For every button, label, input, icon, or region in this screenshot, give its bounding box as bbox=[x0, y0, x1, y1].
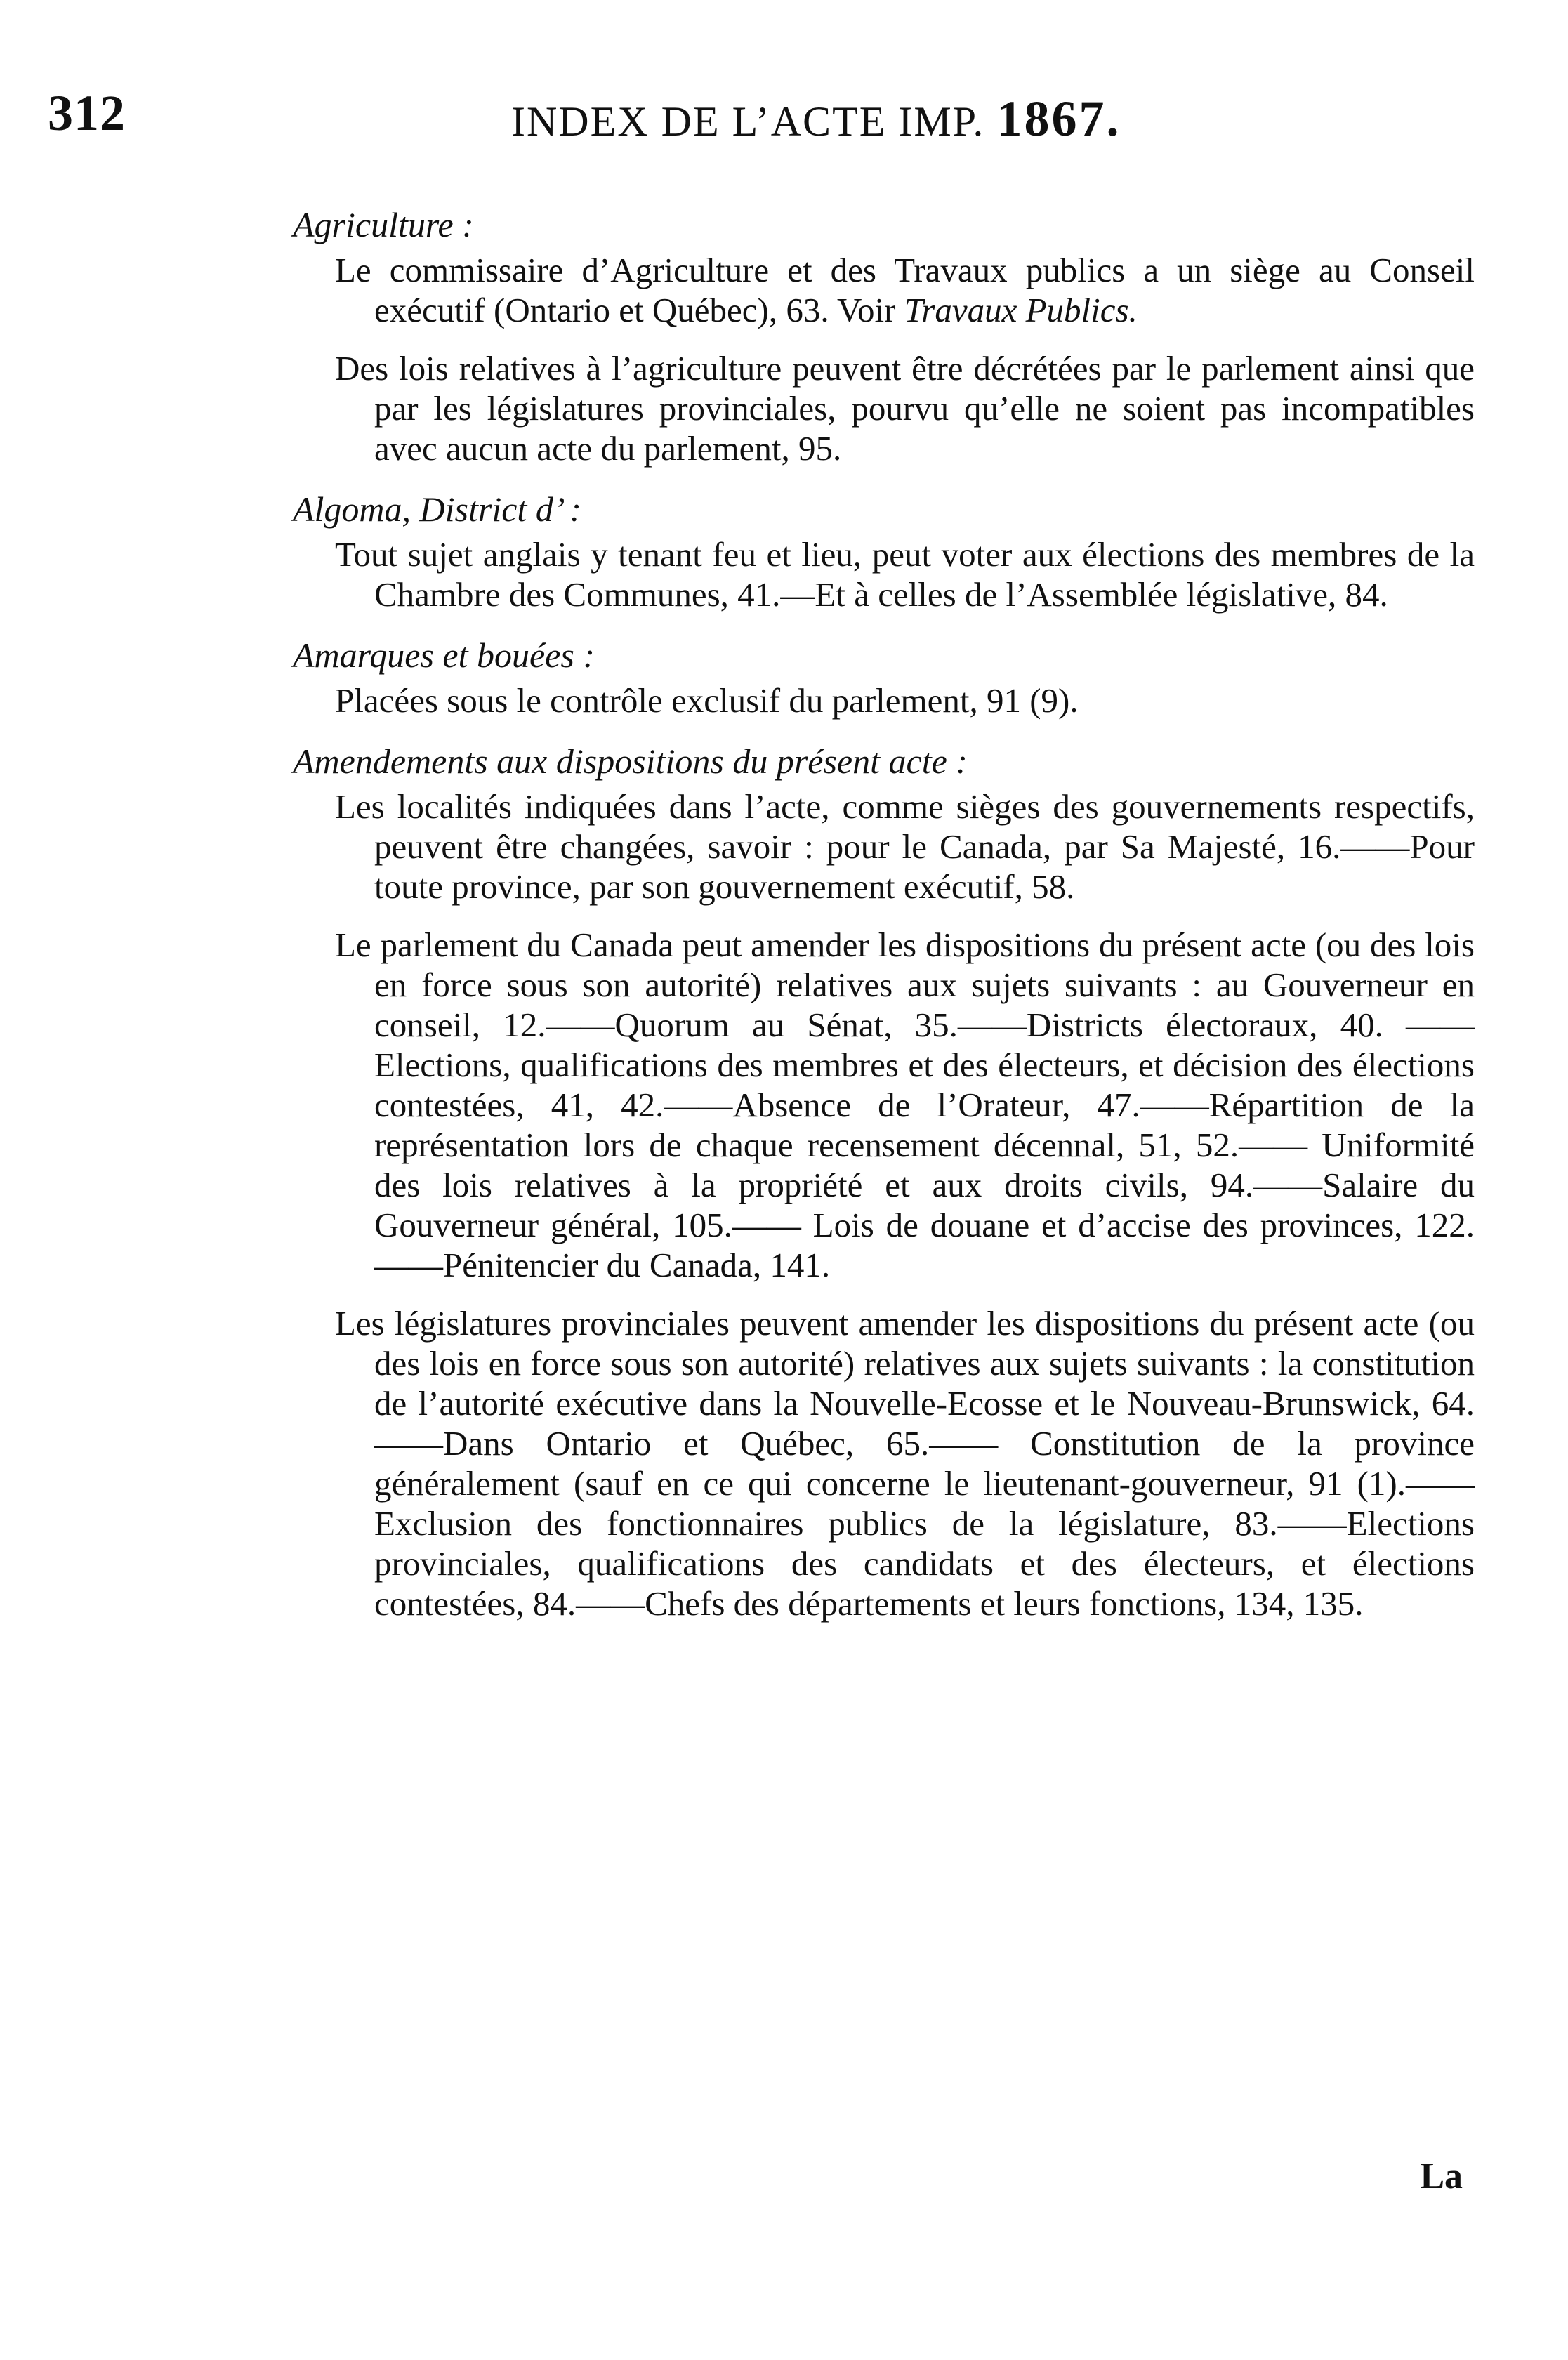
paragraph-text: Tout sujet anglais y tenant feu et lieu, peut voter aux élections des membres de la Chambre des Communes, 41.—Et à celles de l’Assemblée législative, 84. bbox=[335, 535, 1475, 614]
page-number: 312 bbox=[48, 85, 126, 141]
catchword: La bbox=[1420, 2156, 1463, 2196]
paragraph-text: Des lois relatives à l’agriculture peuvent être décrétées par le parlement ainsi que par les législatures provinciales, pourvu qu’elle ne soient pas incompatibles avec aucun acte du parlement, 95. bbox=[335, 349, 1475, 468]
running-title-year: 1867. bbox=[996, 91, 1121, 147]
index-entry-agriculture bbox=[284, 204, 1475, 468]
entry-paragraph bbox=[335, 925, 1475, 1285]
index-entries bbox=[284, 204, 1475, 1643]
entry-paragraph bbox=[335, 250, 1475, 330]
index-entry-algoma bbox=[284, 488, 1475, 614]
cross-reference: Travaux Publics. bbox=[904, 291, 1138, 329]
paragraph-text: Le parlement du Canada peut amender les dispositions du présent acte (ou des lois en force sous son autorité) relatives aux sujets suivants : au Gouverneur en conseil, 12.——Quorum au Sénat, 35.——Districts électoraux, 40. ——Elections, qualifications des membres et des électeurs, et décision des élections contestées, 41, 42.——Absence de l’Orateur, 47.——Répartition de la représentation lors de chaque recensement décennal, 51, 52.—— Uniformité des lois relatives à la propriété et aux droits civils, 94.——Salaire du Gouverneur général, 105.—— Lois de douane et d’accise des provinces, 122.——Pénitencier du Canada, 141. bbox=[335, 925, 1475, 1284]
entry-title: Agriculture : bbox=[293, 205, 474, 244]
entry-title: Algoma, District d’ : bbox=[293, 489, 582, 529]
entry-paragraph bbox=[335, 348, 1475, 468]
paragraph-text: Les législatures provinciales peuvent amender les dispositions du présent acte (ou des lois en force sous son autorité) relatives aux sujets suivants : la constitution de l’autorité exécutive dans la Nouvelle-Ecosse et le Nouveau-Brunswick, 64.——Dans Ontario et Québec, 65.—— Constitution de la province généralement (sauf en ce qui concerne le lieutenant-gouverneur, 91 (1).——Exclusion des fonctionnaires publics de la législature, 83.——Elections provinciales, qualifications des candidats et des électeurs, et élections contestées, 84.——Chefs des départements et leurs fonctions, 134, 135. bbox=[335, 1304, 1475, 1623]
entry-paragraph bbox=[335, 786, 1475, 907]
entry-paragraph bbox=[335, 534, 1475, 614]
index-entry-amendements bbox=[284, 740, 1475, 1623]
entry-title: Amendements aux dispositions du présent acte : bbox=[293, 741, 968, 781]
entry-paragraph bbox=[335, 680, 1475, 720]
entry-title: Amarques et bouées : bbox=[293, 635, 595, 675]
paragraph-text: Le commissaire d’Agriculture et des Travaux publics a un siège au Conseil exécutif (Ontario et Québec), 63. Voir bbox=[335, 251, 1475, 329]
entry-paragraph bbox=[335, 1303, 1475, 1623]
paragraph-text: Les localités indiquées dans l’acte, comme sièges des gouvernements respectifs, peuvent être changées, savoir : pour le Canada, par Sa Majesté, 16.——Pour toute province, par son gouvernement exécutif, 58. bbox=[335, 787, 1475, 906]
running-title bbox=[511, 90, 1121, 148]
paragraph-text: Placées sous le contrôle exclusif du parlement, 91 (9). bbox=[335, 681, 1079, 720]
index-entry-amarques bbox=[284, 634, 1475, 720]
running-header bbox=[48, 84, 1505, 147]
running-title-text: INDEX DE L’ACTE IMP. bbox=[511, 98, 985, 145]
